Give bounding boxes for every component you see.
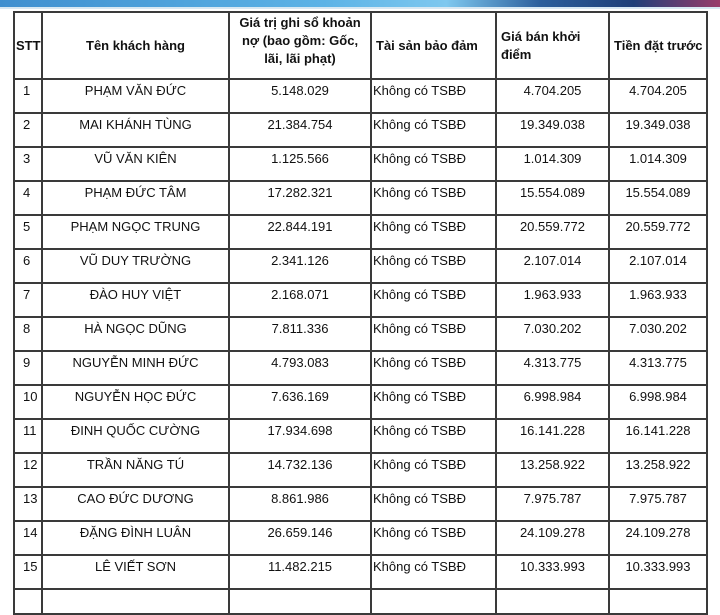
collateral: Không có TSBĐ xyxy=(371,181,496,215)
row-stt: 6 xyxy=(14,249,42,283)
starting-price: 1.014.309 xyxy=(496,147,609,181)
row-stt: 3 xyxy=(14,147,42,181)
starting-price: 1.963.933 xyxy=(496,283,609,317)
starting-price-partial xyxy=(496,589,609,614)
book-value: 2.341.126 xyxy=(229,249,371,283)
deposit-amount: 4.704.205 xyxy=(609,79,707,113)
customer-name: NGUYỄN HỌC ĐỨC xyxy=(42,385,229,419)
book-value: 14.732.136 xyxy=(229,453,371,487)
deposit-amount: 1.963.933 xyxy=(609,283,707,317)
table-row xyxy=(14,147,707,181)
row-stt: 13 xyxy=(14,487,42,521)
row-stt: 12 xyxy=(14,453,42,487)
table-row xyxy=(14,555,707,589)
customer-name-partial xyxy=(42,589,229,614)
collateral: Không có TSBĐ xyxy=(371,453,496,487)
starting-price: 7.030.202 xyxy=(496,317,609,351)
table-body xyxy=(14,79,707,614)
deposit-amount: 15.554.089 xyxy=(609,181,707,215)
header-deposit: Tiền đặt trước xyxy=(609,12,707,79)
row-stt: 1 xyxy=(14,79,42,113)
row-stt: 5 xyxy=(14,215,42,249)
collateral: Không có TSBĐ xyxy=(371,283,496,317)
deposit-amount: 4.313.775 xyxy=(609,351,707,385)
header-banner xyxy=(0,0,720,7)
book-value: 2.168.071 xyxy=(229,283,371,317)
collateral: Không có TSBĐ xyxy=(371,521,496,555)
book-value: 26.659.146 xyxy=(229,521,371,555)
book-value: 7.636.169 xyxy=(229,385,371,419)
table-row xyxy=(14,453,707,487)
table-row-partial xyxy=(14,589,707,614)
banner-divider xyxy=(0,7,720,9)
collateral: Không có TSBĐ xyxy=(371,351,496,385)
debt-auction-table xyxy=(13,11,708,615)
deposit-amount: 7.030.202 xyxy=(609,317,707,351)
deposit-amount: 10.333.993 xyxy=(609,555,707,589)
deposit-amount: 6.998.984 xyxy=(609,385,707,419)
table-row xyxy=(14,249,707,283)
table-row xyxy=(14,79,707,113)
deposit-amount: 20.559.772 xyxy=(609,215,707,249)
collateral: Không có TSBĐ xyxy=(371,79,496,113)
starting-price: 6.998.984 xyxy=(496,385,609,419)
starting-price: 24.109.278 xyxy=(496,521,609,555)
book-value: 7.811.336 xyxy=(229,317,371,351)
deposit-amount: 1.014.309 xyxy=(609,147,707,181)
book-value-partial xyxy=(229,589,371,614)
customer-name: ĐINH QUỐC CƯỜNG xyxy=(42,419,229,453)
collateral: Không có TSBĐ xyxy=(371,419,496,453)
customer-name: NGUYỄN MINH ĐỨC xyxy=(42,351,229,385)
deposit-amount: 13.258.922 xyxy=(609,453,707,487)
debt-auction-table-container xyxy=(13,11,708,615)
collateral: Không có TSBĐ xyxy=(371,555,496,589)
book-value: 22.844.191 xyxy=(229,215,371,249)
row-stt: 2 xyxy=(14,113,42,147)
deposit-amount: 2.107.014 xyxy=(609,249,707,283)
customer-name: PHẠM NGỌC TRUNG xyxy=(42,215,229,249)
customer-name: VŨ VĂN KIÊN xyxy=(42,147,229,181)
book-value: 11.482.215 xyxy=(229,555,371,589)
table-row xyxy=(14,521,707,555)
collateral: Không có TSBĐ xyxy=(371,113,496,147)
header-book-value: Giá trị ghi sổ khoản nợ (bao gồm: Gốc, lãi, lãi phạt) xyxy=(229,12,371,79)
customer-name: HÀ NGỌC DŨNG xyxy=(42,317,229,351)
collateral: Không có TSBĐ xyxy=(371,147,496,181)
starting-price: 19.349.038 xyxy=(496,113,609,147)
customer-name: MAI KHÁNH TÙNG xyxy=(42,113,229,147)
header-starting-price: Giá bán khởi điểm xyxy=(496,12,609,79)
book-value: 4.793.083 xyxy=(229,351,371,385)
row-stt: 10 xyxy=(14,385,42,419)
customer-name: PHẠM ĐỨC TÂM xyxy=(42,181,229,215)
row-stt: 8 xyxy=(14,317,42,351)
starting-price: 13.258.922 xyxy=(496,453,609,487)
row-stt: 11 xyxy=(14,419,42,453)
book-value: 5.148.029 xyxy=(229,79,371,113)
table-row xyxy=(14,215,707,249)
customer-name: LÊ VIẾT SƠN xyxy=(42,555,229,589)
header-stt: STT xyxy=(14,12,42,79)
row-stt: 7 xyxy=(14,283,42,317)
starting-price: 2.107.014 xyxy=(496,249,609,283)
customer-name: PHẠM VĂN ĐỨC xyxy=(42,79,229,113)
deposit-amount: 7.975.787 xyxy=(609,487,707,521)
table-row xyxy=(14,487,707,521)
table-row xyxy=(14,283,707,317)
table-header-row xyxy=(14,12,707,79)
starting-price: 4.313.775 xyxy=(496,351,609,385)
collateral: Không có TSBĐ xyxy=(371,385,496,419)
customer-name: ĐẶNG ĐÌNH LUÂN xyxy=(42,521,229,555)
starting-price: 10.333.993 xyxy=(496,555,609,589)
row-stt: 9 xyxy=(14,351,42,385)
book-value: 17.934.698 xyxy=(229,419,371,453)
deposit-amount-partial xyxy=(609,589,707,614)
starting-price: 15.554.089 xyxy=(496,181,609,215)
book-value: 21.384.754 xyxy=(229,113,371,147)
book-value: 8.861.986 xyxy=(229,487,371,521)
row-stt: 14 xyxy=(14,521,42,555)
deposit-amount: 16.141.228 xyxy=(609,419,707,453)
row-stt-partial xyxy=(14,589,42,614)
table-row xyxy=(14,419,707,453)
table-row xyxy=(14,181,707,215)
customer-name: CAO ĐỨC DƯƠNG xyxy=(42,487,229,521)
header-customer-name: Tên khách hàng xyxy=(42,12,229,79)
starting-price: 4.704.205 xyxy=(496,79,609,113)
table-row xyxy=(14,317,707,351)
row-stt: 15 xyxy=(14,555,42,589)
header-collateral: Tài sản bảo đảm xyxy=(371,12,496,79)
starting-price: 7.975.787 xyxy=(496,487,609,521)
customer-name: VŨ DUY TRƯỜNG xyxy=(42,249,229,283)
row-stt: 4 xyxy=(14,181,42,215)
customer-name: TRẦN NĂNG TÚ xyxy=(42,453,229,487)
starting-price: 16.141.228 xyxy=(496,419,609,453)
collateral-partial xyxy=(371,589,496,614)
collateral: Không có TSBĐ xyxy=(371,249,496,283)
book-value: 17.282.321 xyxy=(229,181,371,215)
collateral: Không có TSBĐ xyxy=(371,487,496,521)
table-row xyxy=(14,113,707,147)
collateral: Không có TSBĐ xyxy=(371,317,496,351)
table-row xyxy=(14,351,707,385)
collateral: Không có TSBĐ xyxy=(371,215,496,249)
deposit-amount: 24.109.278 xyxy=(609,521,707,555)
customer-name: ĐÀO HUY VIỆT xyxy=(42,283,229,317)
table-row xyxy=(14,385,707,419)
deposit-amount: 19.349.038 xyxy=(609,113,707,147)
book-value: 1.125.566 xyxy=(229,147,371,181)
starting-price: 20.559.772 xyxy=(496,215,609,249)
